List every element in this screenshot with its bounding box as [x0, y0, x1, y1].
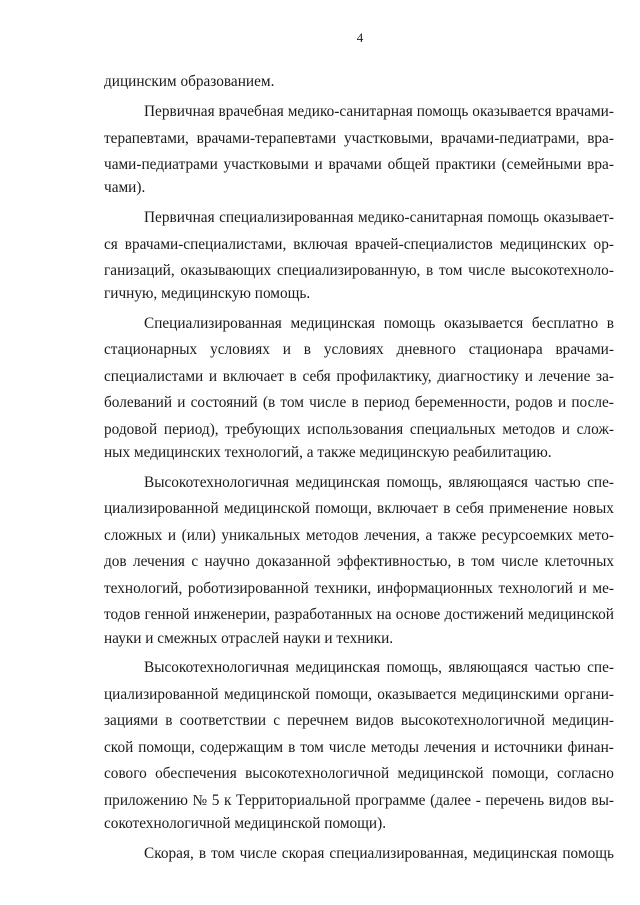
text-line: ской помощи, содержащим в том числе методы лечения и источники финан- — [104, 739, 614, 756]
text-line: зациями в соответствии с перечнем видов высокотехнологичной медицин- — [104, 712, 614, 729]
text-line: ганизаций, оказывающих специализированную, в том числе высокотехноло- — [104, 262, 614, 279]
text-line: Первичная специализированная медико-санитарная помощь оказывает- — [144, 209, 614, 226]
text-line: стационарных условиях и в условиях дневного стационара врачами- — [104, 341, 614, 358]
text-line: родовой период), требующих использования специальных методов и слож- — [104, 421, 614, 438]
text-line: приложению № 5 к Территориальной программе (далее - перечень видов вы- — [104, 792, 614, 809]
text-line: Первичная врачебная медико-санитарная помощь оказывается врачами- — [144, 103, 614, 120]
text-line: Скорая, в том числе скорая специализированная, медицинская помощь — [144, 845, 614, 862]
text-line: болеваний и состояний (в том числе в период беременности, родов и после- — [104, 394, 614, 411]
text-line: гичную, медицинскую помощь. — [104, 285, 311, 302]
text-line: ся врачами-специалистами, включая врачей-специалистов медицинских ор- — [104, 236, 614, 253]
text-line: технологий, роботизированной техники, информационных технологий и ме- — [104, 580, 614, 597]
page-number: 4 — [356, 30, 364, 45]
text-line: чами-педиатрами участковыми и врачами общей практики (семейными вра- — [104, 156, 614, 173]
text-line: сложных и (или) уникальных методов лечения, а также ресурсоемких мето- — [104, 527, 614, 544]
text-line: сового обеспечения высокотехнологичной медицинской помощи, согласно — [104, 765, 614, 782]
text-line: тодов генной инженерии, разработанных на основе достижений медицинской — [104, 606, 614, 623]
text-line: терапевтами, врачами-терапевтами участковыми, врачами-педиатрами, вра- — [104, 130, 614, 147]
text-line: сокотехнологичной медицинской помощи). — [104, 815, 387, 832]
text-line: дицинским образованием. — [104, 73, 275, 90]
text-line: циализированной медицинской помощи, включает в себя применение новых — [104, 500, 614, 517]
text-line: чами). — [104, 179, 146, 196]
text-line: специалистами и включает в себя профилактику, диагностику и лечение за- — [104, 368, 614, 385]
text-line: науки и смежных отраслей науки и техники. — [104, 630, 394, 647]
text-line: Высокотехнологичная медицинская помощь, являющаяся частью спе- — [144, 474, 614, 491]
text-line: ных медицинских технологий, а также медицинскую реабилитацию. — [104, 444, 552, 461]
text-line: Высокотехнологичная медицинская помощь, являющаяся частью спе- — [144, 659, 614, 676]
text-line: Специализированная медицинская помощь оказывается бесплатно в — [144, 315, 614, 332]
text-line: дов лечения с научно доказанной эффективностью, в том числе клеточных — [104, 553, 614, 570]
text-line: циализированной медицинской помощи, оказывается медицинскими органи- — [104, 686, 614, 703]
